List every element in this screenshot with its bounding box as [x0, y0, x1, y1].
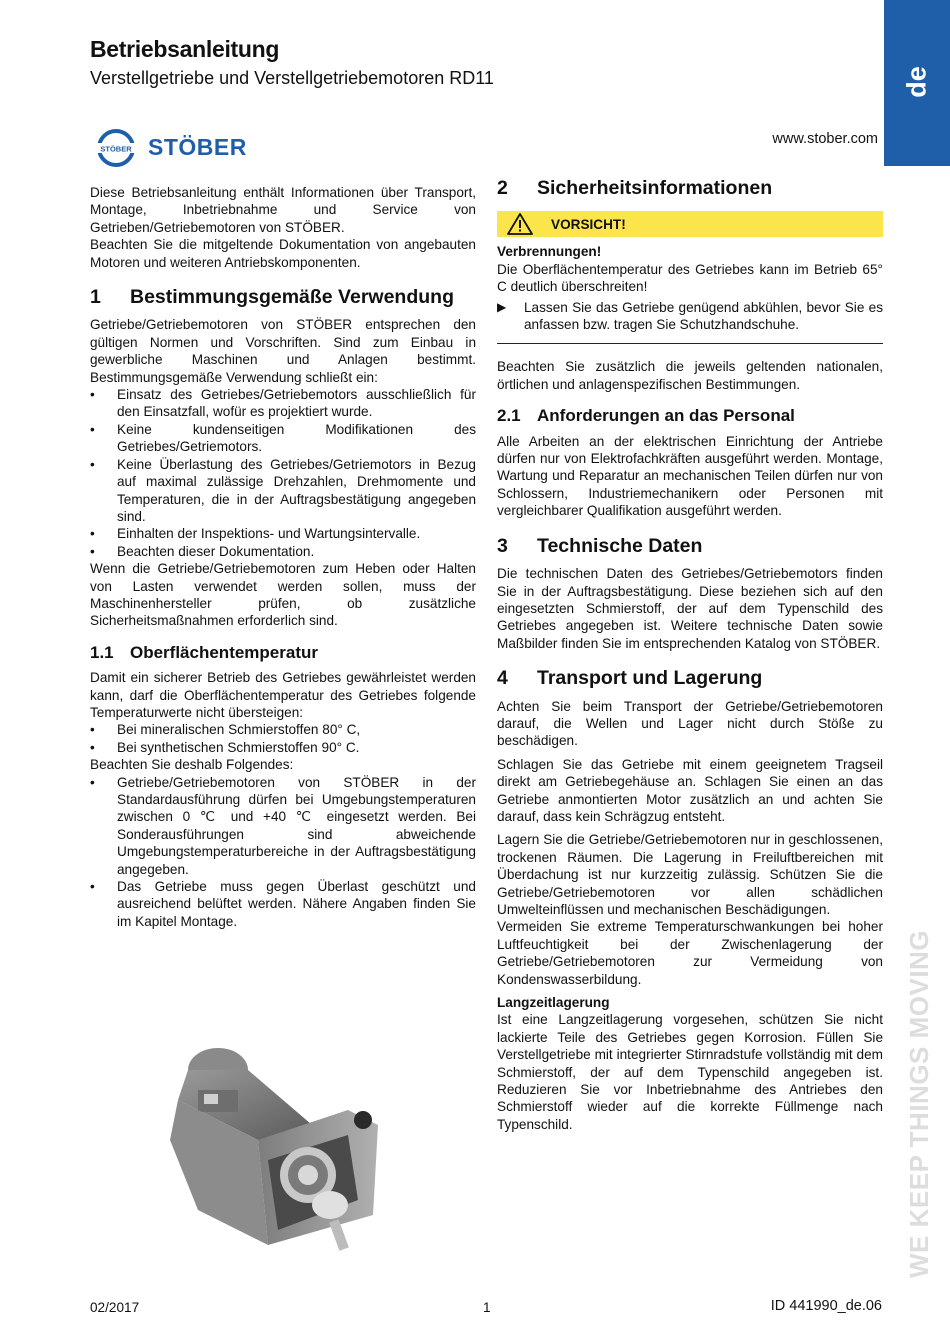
- section-4-paragraph-3: Lagern Sie die Getriebe/Getriebemotoren nur in geschlossenen, trockenen Räumen. Die Lagerung in Freiluftbereichen mit Überdachung ist nur kurzzeitig zulässig. Schützen Sie die Getriebe/Getriebemotoren vor allen schädlichen Umwelteinflüssen und mechanischen Beschädigungen.: [497, 832, 883, 917]
- section-3-heading: [497, 534, 883, 557]
- section-1-1-paragraph: Damit ein sicherer Betrieb des Getriebes gewährleistet werden kann, darf die Oberflächentemperatur des Getriebes folgende Temperaturwerte nicht übersteigen:: [90, 670, 476, 720]
- section-2-heading: [497, 177, 883, 199]
- list-item: • Einsatz des Getriebes/Getriebemotors ausschließlich für den Einsatzfall, wofür es projektiert wurde.: [90, 386, 476, 421]
- warning-banner: [497, 211, 883, 237]
- warning-action: [497, 299, 883, 334]
- section-1-title: Bestimmungsgemäße Verwendung: [130, 286, 454, 309]
- section-2-1-number: 2.1: [497, 406, 521, 426]
- logo-ring-icon: [96, 128, 140, 168]
- document-subtitle: Verstellgetriebe und Verstellgetriebemotoren RD11: [90, 68, 494, 88]
- list-item: • Beachten dieser Dokumentation.: [90, 543, 476, 560]
- document-title: Betriebsanleitung: [90, 36, 280, 62]
- language-tab-label: de: [901, 66, 932, 98]
- gear-motor-photo: [158, 1030, 408, 1280]
- section-4-paragraph-4: Vermeiden Sie extreme Temperaturschwankungen bei hoher Luftfeuchtigkeit bei der Zwischenlagerung der Getriebe/Getriebemotoren zur Vermeidung von Kondenswasserbildung.: [497, 919, 883, 987]
- website-link[interactable]: www.stober.com: [772, 131, 878, 147]
- warning-action-text: Lassen Sie das Getriebe genügend abkühlen, bevor Sie es anfassen bzw. tragen Sie Schutzhandschuhe.: [524, 299, 883, 333]
- section-2-number: 2: [497, 177, 508, 199]
- divider: [497, 343, 883, 344]
- section-1-paragraph: Getriebe/Getriebemotoren von STÖBER entsprechen den gültigen Normen und Vorschriften. Sind zum Einbau in gewerbliche Maschinen und Anlagen bestimmt. Bestimmungsgemäße Verwendung schließt ein:: [90, 317, 476, 385]
- section-4-number: 4: [497, 667, 508, 690]
- section-2-1-paragraph: Alle Arbeiten an der elektrischen Einrichtung der Antriebe dürfen nur von Elektrofachkräften ausgeführt werden. Montage, Wartung und Reparatur an mechanischen Teilen dürfen nur von Schlossern, Industriemechanikern oder Personen mit vergleichbarer Qualifikation ausgeführt werden.: [497, 433, 883, 519]
- intro-paragraph-1: Diese Betriebsanleitung enthält Informationen über Transport, Montage, Inbetriebnahme und Service von Getrieben/Getriebemotoren von STÖBER.: [90, 185, 476, 235]
- section-4-paragraph-2: Schlagen Sie das Getriebe mit einem geeignetem Tragseil direkt am Getriebegehäuse an. Schlagen Sie einen an das Getriebe anmontierten Motor zusätzlich an und achten Sie darauf, dass kein Schrägzug entsteht.: [497, 756, 883, 824]
- list-item: • Keine kundenseitigen Modifikationen des Getriebes/Getriemotors.: [90, 421, 476, 456]
- warning-triangle-icon: [505, 213, 535, 235]
- footer-date: 02/2017: [90, 1300, 140, 1315]
- warning-heading: Verbrennungen!: [497, 244, 602, 260]
- section-1-number: 1: [90, 286, 101, 309]
- note-bullet-list: [90, 774, 476, 931]
- logo-ring-text: STÖBER: [100, 144, 132, 154]
- section-1-bullet-list: [90, 386, 476, 560]
- list-item: • Getriebe/Getriebemotoren von STÖBER in der Standardausführung dürfen bei Umgebungstemperaturen zwischen 0 ℃ und +40 ℃ eingesetzt werden. Bei Sonderausführungen sind abweichende Umgebungstemperaturbereiche in der Auftragsbestätigung angegeben.: [90, 774, 476, 878]
- section-3-number: 3: [497, 534, 508, 557]
- section-3-paragraph: Die technischen Daten des Getriebes/Getriebemotors finden Sie in der Auftragsbestätigung. Diese beziehen sich auf den eingesetzten Schmierstoff, der auf dem Typenschild des Getriebes angegeben ist. Weitere technische Daten sowie Maßbilder finden Sie im entsprechenden Katalog von STÖBER.: [497, 566, 883, 651]
- brand-name: STÖBER: [148, 134, 247, 160]
- section-1-1-number: 1.1: [90, 642, 114, 662]
- intro-paragraph-2: Beachten Sie die mitgeltende Dokumentation von angebauten Motoren und weiteren Antriebskomponenten.: [90, 237, 476, 270]
- section-3-title: Technische Daten: [537, 534, 703, 557]
- stober-logo: [96, 128, 264, 168]
- list-item: • Bei synthetischen Schmierstoffen 90° C.: [90, 739, 476, 756]
- section-1-heading: [90, 286, 476, 309]
- section-4-heading: [497, 667, 883, 690]
- section-2-1-heading: [497, 407, 883, 424]
- right-column: [497, 177, 883, 1133]
- list-item: • Bei mineralischen Schmierstoffen 80° C,: [90, 721, 476, 738]
- arrow-right-icon: ▶: [497, 299, 507, 314]
- temperature-bullet-list: [90, 721, 476, 756]
- section-4-paragraph-1: Achten Sie beim Transport der Getriebe/Getriebemotoren darauf, die Wellen und Lager nicht durch Stöße zu beschädigen.: [497, 698, 883, 749]
- list-item: • Das Getriebe muss gegen Überlast geschützt und ausreichend belüftet werden. Nähere Angaben finden Sie im Kapitel Montage.: [90, 878, 476, 930]
- language-tab: [884, 0, 950, 166]
- section-4-title: Transport und Lagerung: [537, 667, 763, 690]
- section-2-title: Sicherheitsinformationen: [537, 177, 773, 199]
- list-item: • Keine Überlastung des Getriebes/Getriemotors in Bezug auf maximal zulässige Drehzahlen, Drehmomente und Temperaturen, die in der Auftragsbestätigung angegeben sind.: [90, 456, 476, 526]
- section-4-paragraph-5: Ist eine Langzeitlagerung vorgesehen, schützen Sie nicht lackierte Teile des Getriebes gegen Korrosion. Füllen Sie Verstellgetriebe mit integrierter Stirnradstufe vollständig mit dem Schmierstoff, der auf dem Typenschild angegeben ist. Reduzieren Sie vor Inbetriebnahme des Antriebes den Schmierstoff wieder auf die korrekte Füllmenge nach Typenschild.: [497, 1012, 883, 1132]
- section-2-note: Beachten Sie zusätzlich die jeweils geltenden nationalen, örtlichen und anlagenspezifischen Bestimmungen.: [497, 359, 883, 392]
- section-1-1-follow: Beachten Sie deshalb Folgendes:: [90, 757, 294, 773]
- document-id: ID 441990_de.06: [770, 1298, 882, 1314]
- left-column: [90, 184, 476, 930]
- warning-label: VORSICHT!: [551, 216, 626, 232]
- section-1-1-title: Oberflächentemperatur: [130, 642, 318, 662]
- brand-tagline: WE KEEP THINGS MOVING: [904, 929, 934, 1278]
- page-number: 1: [483, 1300, 491, 1315]
- section-1-closing: Wenn die Getriebe/Getriebemotoren zum Heben oder Halten von Lasten verwendet werden sollen, muss der Maschinenhersteller prüfen, ob zusätzliche Sicherheitsmaßnahmen erforderlich sind.: [90, 561, 476, 629]
- warning-text: Die Oberflächentemperatur des Getriebes kann im Betrieb 65° C deutlich überschreiten!: [497, 261, 883, 295]
- list-item: • Einhalten der Inspektions- und Wartungsintervalle.: [90, 525, 476, 542]
- long-term-storage-heading: Langzeitlagerung: [497, 995, 610, 1011]
- section-2-1-title: Anforderungen an das Personal: [537, 406, 795, 426]
- section-1-1-heading: [90, 644, 476, 661]
